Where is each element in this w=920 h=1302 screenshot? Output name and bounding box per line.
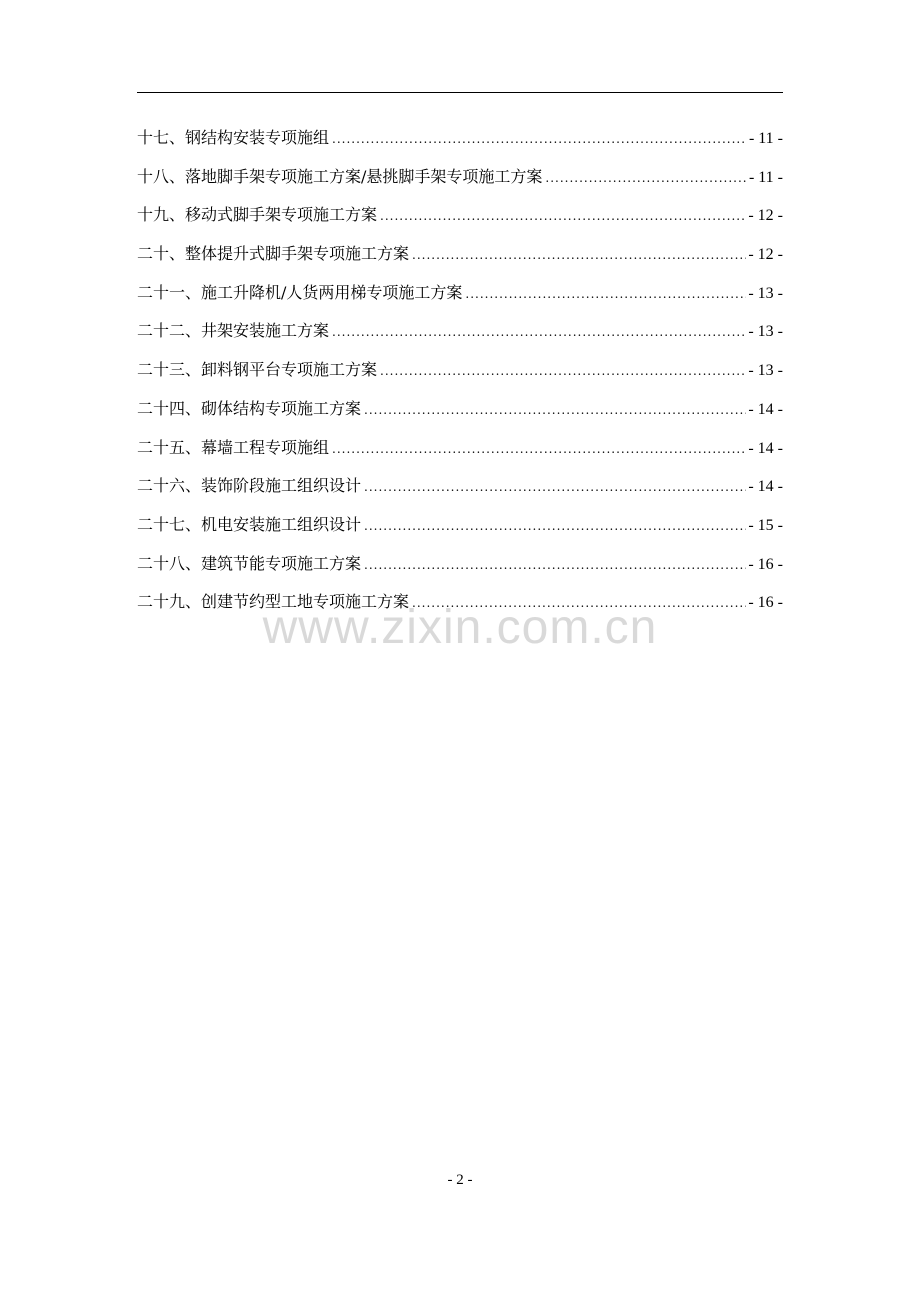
toc-entry-title: 十七、钢结构安装专项施组 bbox=[137, 128, 330, 147]
toc-entry-page: - 12 - bbox=[748, 207, 783, 225]
toc-dot-leader bbox=[380, 197, 746, 236]
toc-entry-title: 二十一、施工升降机/人货两用梯专项施工方案 bbox=[137, 282, 463, 302]
toc-entry-title: 二十三、卸料钢平台专项施工方案 bbox=[137, 360, 378, 380]
toc-dot-leader bbox=[465, 275, 746, 314]
toc-dot-leader bbox=[364, 507, 746, 546]
toc-entry[interactable] bbox=[137, 235, 783, 274]
toc-dot-leader bbox=[364, 546, 746, 585]
toc-dot-leader bbox=[364, 391, 746, 430]
toc-entry-page: - 12 - bbox=[748, 246, 783, 264]
toc-entry[interactable] bbox=[137, 158, 783, 197]
toc-entry-title: 二十二、井架安装施工方案 bbox=[137, 321, 330, 341]
toc-entry[interactable] bbox=[137, 506, 783, 545]
toc-entry-page: - 11 - bbox=[748, 168, 783, 186]
toc-dot-leader bbox=[545, 159, 747, 198]
toc-dot-leader bbox=[332, 430, 746, 469]
toc-dot-leader bbox=[364, 468, 746, 507]
toc-dot-leader bbox=[332, 120, 747, 159]
toc-entry-title: 二十八、建筑节能专项施工方案 bbox=[137, 553, 362, 573]
toc-entry[interactable] bbox=[137, 196, 783, 235]
toc-entry[interactable] bbox=[137, 312, 783, 351]
toc-entry-page: - 14 - bbox=[748, 400, 783, 418]
toc-entry-page: - 16 - bbox=[748, 594, 783, 612]
toc-entry-page: - 14 - bbox=[748, 478, 783, 496]
header-rule bbox=[137, 92, 783, 93]
toc-entry-title: 二十六、装饰阶段施工组织设计 bbox=[137, 476, 362, 496]
toc-entry-title: 二十四、砌体结构专项施工方案 bbox=[137, 398, 362, 418]
toc-dot-leader bbox=[332, 313, 746, 352]
toc-dot-leader bbox=[380, 352, 746, 391]
toc-entry[interactable] bbox=[137, 545, 783, 584]
watermark: www.zixin.com.cn bbox=[262, 601, 658, 654]
toc-entry-title: 二十、整体提升式脚手架专项施工方案 bbox=[137, 244, 410, 264]
toc-entry[interactable] bbox=[137, 119, 783, 158]
toc-entry[interactable] bbox=[137, 390, 783, 429]
page-number: - 2 - bbox=[447, 1172, 473, 1188]
toc-entry-page: - 13 - bbox=[748, 362, 783, 380]
toc-entry-page: - 11 - bbox=[748, 130, 783, 147]
toc-entry[interactable] bbox=[137, 467, 783, 506]
toc-entry[interactable] bbox=[137, 351, 783, 390]
toc-entry[interactable] bbox=[137, 429, 783, 468]
toc-entry-page: - 15 - bbox=[748, 516, 783, 534]
toc-dot-leader bbox=[412, 236, 746, 275]
toc-entry-page: - 14 - bbox=[748, 439, 783, 457]
toc-entry-title: 十八、落地脚手架专项施工方案/悬挑脚手架专项施工方案 bbox=[137, 166, 543, 186]
toc-entry-title: 二十七、机电安装施工组织设计 bbox=[137, 514, 362, 534]
toc-entry-page: - 16 - bbox=[748, 555, 783, 573]
toc-entry-title: 十九、移动式脚手架专项施工方案 bbox=[137, 205, 378, 225]
toc-entry-title: 二十九、创建节约型工地专项施工方案 bbox=[137, 592, 410, 612]
toc-entry-page: - 13 - bbox=[748, 323, 783, 341]
toc-entry[interactable] bbox=[137, 274, 783, 313]
toc-entry-title: 二十五、幕墙工程专项施组 bbox=[137, 437, 330, 457]
toc-entry-page: - 13 - bbox=[748, 284, 783, 302]
table-of-contents bbox=[137, 119, 783, 622]
